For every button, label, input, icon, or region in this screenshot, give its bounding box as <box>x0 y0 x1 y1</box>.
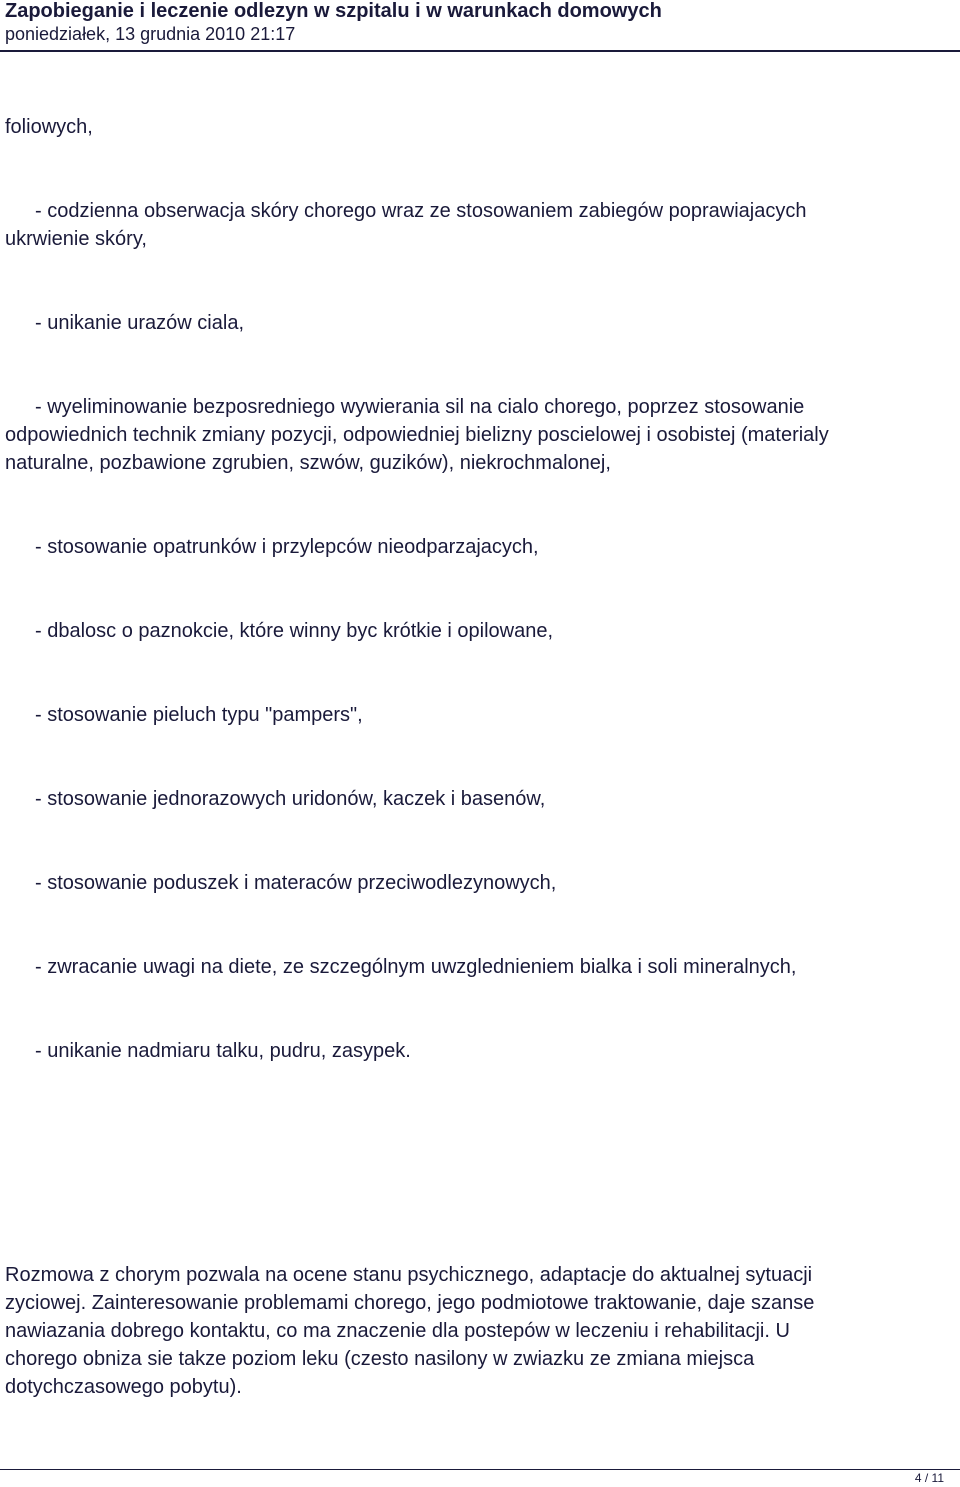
list-item-line: - wyeliminowanie bezposredniego wywierania sil na cialo chorego, poprzez stosowanie <box>35 396 805 418</box>
document-header <box>5 0 955 46</box>
continuation-text: foliowych, <box>5 116 93 138</box>
list-item-line: - zwracanie uwagi na diete, ze szczególnym uwzglednieniem bialka i soli mineralnych, <box>35 956 797 978</box>
paragraph-line: chorego obniza sie takze poziom leku (czesto nasilony w zwiazku ze zmiana miejsca <box>5 1348 755 1370</box>
paragraph-line: nawiazania dobrego kontaktu, co ma znaczenie dla postepów w leczeniu i rehabilitacji. U <box>5 1320 790 1342</box>
page-number: 4 / 11 <box>914 1471 944 1485</box>
paragraph-line: dotychczasowego pobytu). <box>5 1376 242 1398</box>
header-divider <box>0 50 960 52</box>
document-date: poniedziałek, 13 grudnia 2010 21:17 <box>5 24 296 44</box>
footer-divider <box>0 1469 960 1470</box>
list-item-line: - unikanie nadmiaru talku, pudru, zasypek. <box>35 1040 411 1062</box>
list-item-line: - unikanie urazów ciala, <box>35 312 244 334</box>
paragraph-line: Rozmowa z chorym pozwala na ocene stanu psychicznego, adaptacje do aktualnej sytuacji <box>5 1264 813 1286</box>
paragraph-line: zyciowej. Zainteresowanie problemami chorego, jego podmiotowe traktowanie, daje szanse <box>5 1292 815 1314</box>
list-item-line: naturalne, pozbawione zgrubien, szwów, guzików), niekrochmalonej, <box>5 452 611 474</box>
list-item-line: - codzienna obserwacja skóry chorego wraz ze stosowaniem zabiegów poprawiajacych <box>35 200 807 222</box>
list-item-line: - stosowanie poduszek i materaców przeciwodlezynowych, <box>35 872 557 894</box>
list-item-line: - stosowanie pieluch typu "pampers", <box>35 704 363 726</box>
list-item-line: - stosowanie opatrunków i przylepców nieodparzajacych, <box>35 536 539 558</box>
list-item-line: - stosowanie jednorazowych uridonów, kaczek i basenów, <box>35 788 546 810</box>
document-title: Zapobieganie i leczenie odlezyn w szpitalu i w warunkach domowych <box>5 0 662 22</box>
list-item-line: odpowiednich technik zmiany pozycji, odpowiedniej bielizny poscielowej i osobistej (materialy <box>5 424 829 446</box>
list-item-line: - dbalosc o paznokcie, które winny byc krótkie i opilowane, <box>35 620 554 642</box>
list-item-line: ukrwienie skóry, <box>5 228 147 250</box>
